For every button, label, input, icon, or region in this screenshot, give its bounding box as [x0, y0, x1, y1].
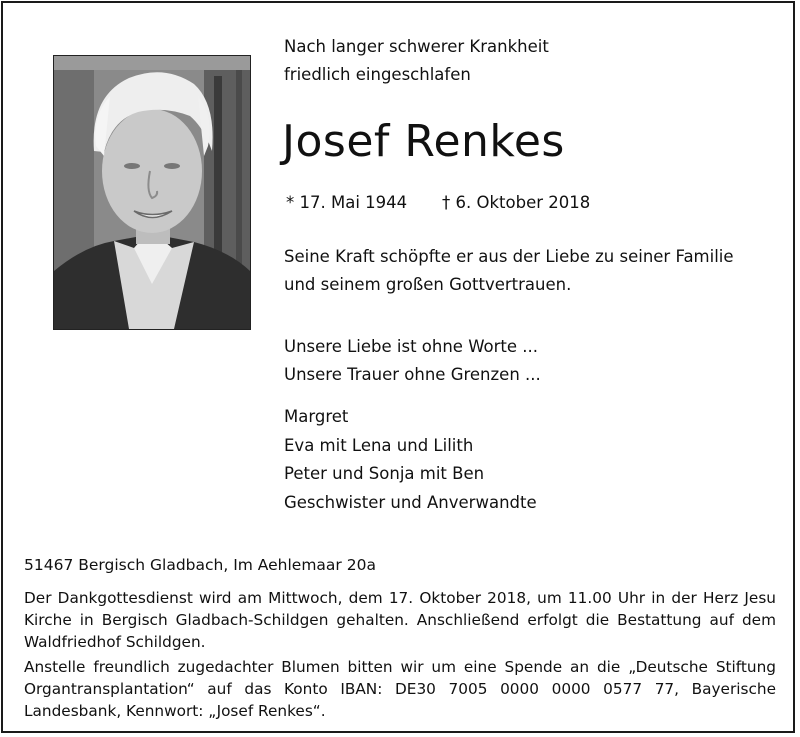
mourner-name: Geschwister und Anverwandte — [284, 492, 537, 512]
intro-text — [284, 33, 549, 89]
birth-date: * 17. Mai 1944 — [286, 193, 408, 212]
mourner-name: Margret — [284, 407, 349, 426]
quote-line: Seine Kraft schöpfte er aus der Liebe zu seiner Familie — [284, 247, 734, 266]
deceased-name: Josef Renkes — [282, 116, 565, 167]
verse-line: Unsere Trauer ohne Grenzen ... — [284, 365, 541, 384]
tribute-quote — [284, 243, 734, 299]
quote-line: und seinem großen Gottvertrauen. — [284, 275, 572, 294]
death-date: † 6. Oktober 2018 — [442, 193, 591, 212]
mourners-list — [284, 403, 537, 517]
mourner-name: Eva mit Lena und Lilith — [284, 435, 474, 455]
mourning-verse — [284, 333, 541, 389]
mourner-name: Peter und Sonja mit Ben — [284, 464, 485, 483]
service-notice: Der Dankgottesdienst wird am Mittwoch, dem 17. Oktober 2018, um 11.00 Uhr in der Herz Jesu Kirche in Bergisch Gladbach-Schildgen gehalten. Anschließend erfolgt die Bestattung auf dem Waldfriedhof Schildgen. — [24, 589, 776, 651]
donation-notice: Anstelle freundlich zugedachter Blumen bitten wir um eine Spende an die „Deutsche Stiftung Organtransplantation“ auf das Konto IBAN: DE30 7005 0000 0000 0577 77, Bayerische Landesbank, Kennwort: „Josef Renkes“. — [24, 658, 776, 720]
life-dates — [286, 191, 591, 215]
intro-line: friedlich eingeschlafen — [284, 65, 471, 84]
verse-line: Unsere Liebe ist ohne Worte ... — [284, 337, 539, 356]
portrait-photo — [53, 55, 251, 330]
intro-line: Nach langer schwerer Krankheit — [284, 37, 549, 56]
family-address: 51467 Bergisch Gladbach, Im Aehlemaar 20a — [24, 556, 376, 574]
